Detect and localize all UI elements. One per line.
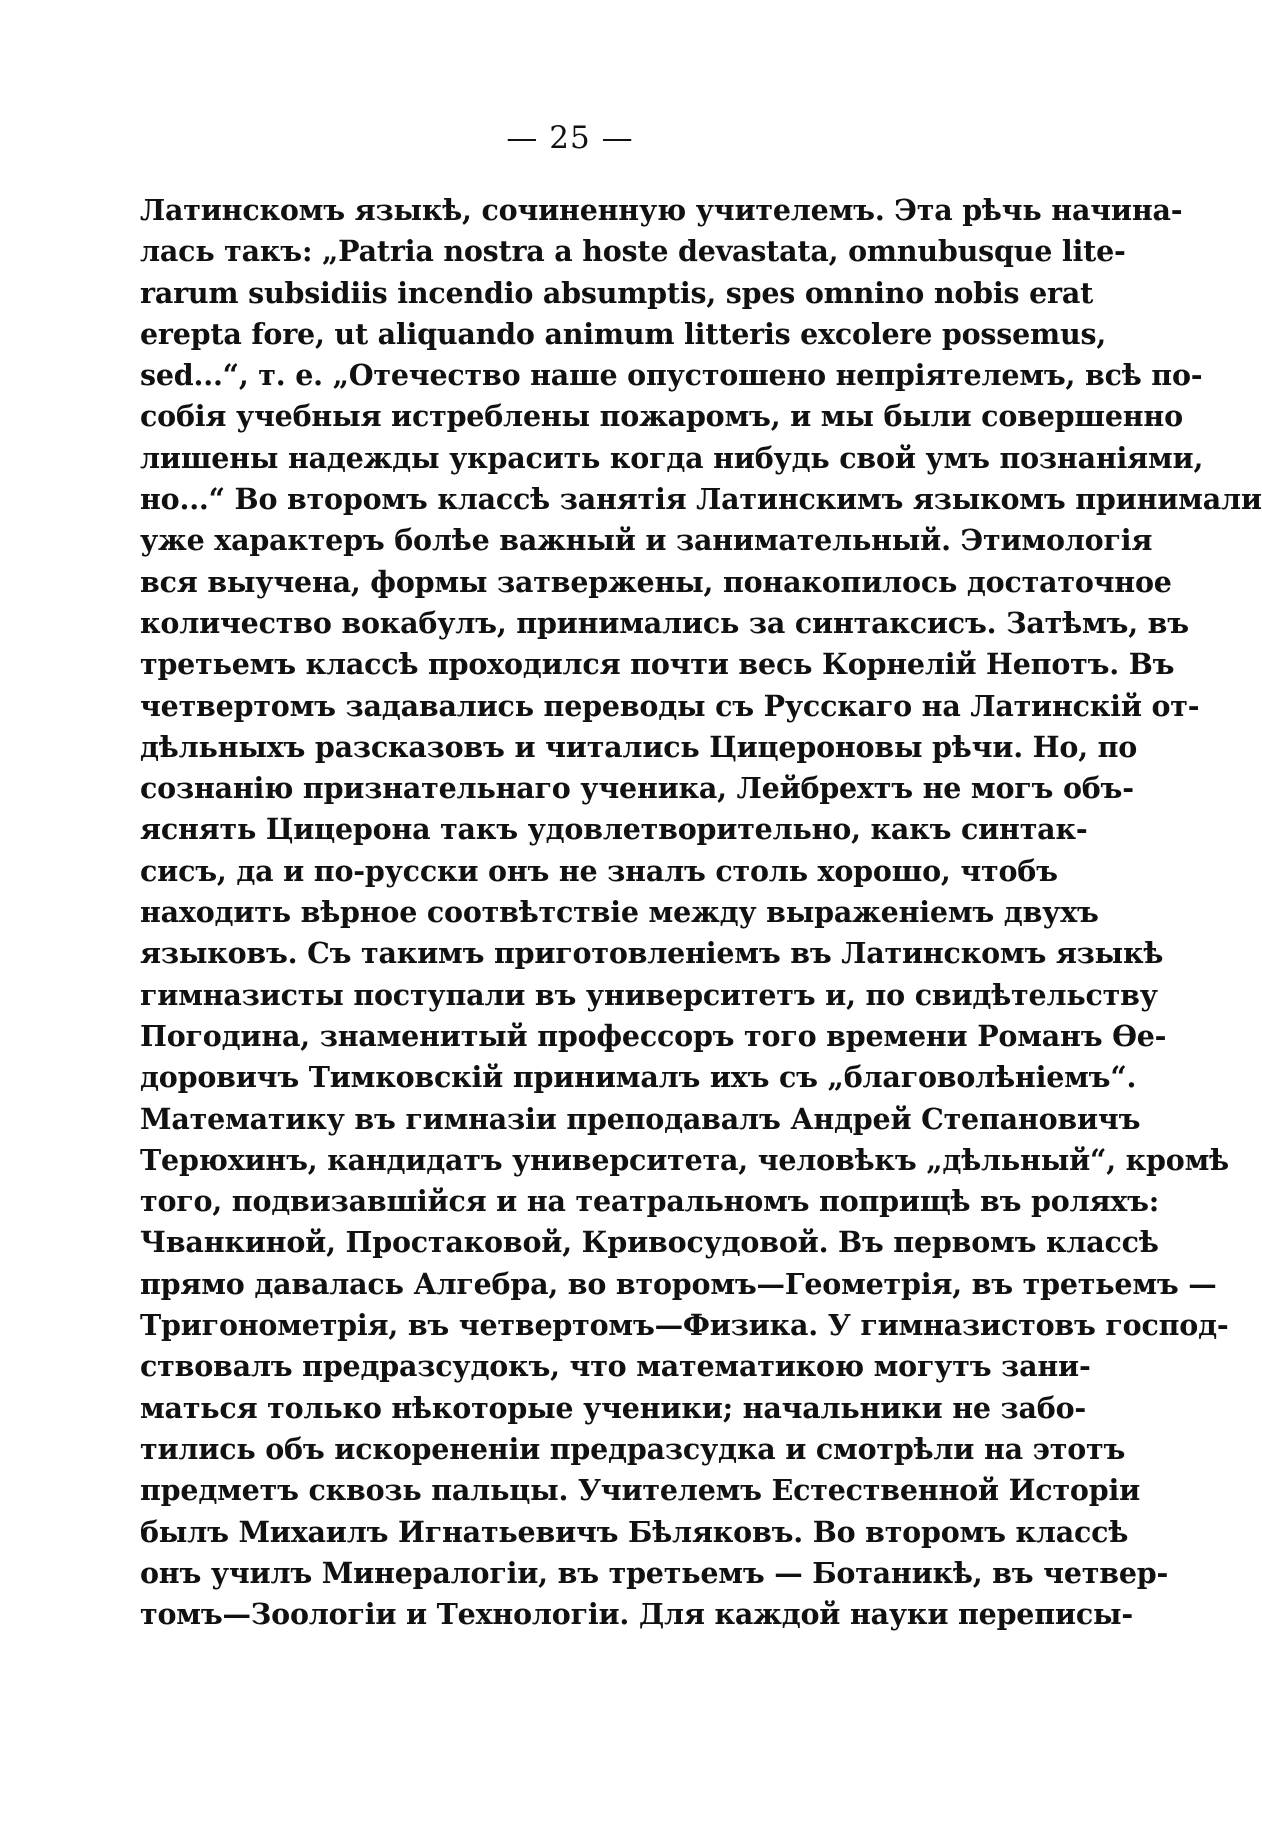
text-line: собія учебныя истреблены пожаромъ, и мы были совершенно (140, 399, 1183, 434)
text-line: сознанію признательнаго ученика, Лейбрехтъ не могъ объ- (140, 771, 1134, 806)
text-line: маться только нѣкоторые ученики; начальники не забо- (140, 1390, 1087, 1425)
text-line: прямо давалась Алгебра, во второмъ—Геометрія, въ третьемъ — (140, 1266, 1217, 1301)
text-line: яснять Цицерона такъ удовлетворительно, какъ синтак- (140, 812, 1088, 847)
text-line: доровичъ Тимковскій принималъ ихъ съ „благоволѣніемъ“. (140, 1060, 1137, 1095)
text-line: лишены надежды украсить когда нибудь свой умъ познаніями, (140, 440, 1204, 475)
text-line: былъ Михаилъ Игнатьевичъ Бѣляковъ. Во второмъ классѣ (140, 1514, 1129, 1549)
text-line: ствовалъ предразсудокъ, что математикою могутъ зани- (140, 1349, 1091, 1384)
body-text (140, 190, 1262, 1635)
text-line: erepta fore, ut aliquando animum litteris excolere possemus, (140, 316, 1107, 351)
text-line: дѣльныхъ разсказовъ и читались Цицероновы рѣчи. Но, по (140, 729, 1138, 764)
page-number: — 25 — (506, 120, 634, 156)
text-line: сисъ, да и по-русски онъ не зналъ столь хорошо, чтобъ (140, 853, 1058, 888)
text-line: гимназисты поступали въ университетъ и, по свидѣтельству (140, 977, 1158, 1012)
text-line: того, подвизавшійся и на театральномъ поприщѣ въ роляхъ: (140, 1184, 1160, 1219)
text-line: четвертомъ задавались переводы съ Русскаго на Латинскій от- (140, 688, 1200, 723)
text-line: тились объ искорененіи предразсудка и смотрѣли на этотъ (140, 1431, 1126, 1466)
text-line: sed...“, т. е. „Отечество наше опустошено непріятелемъ, всѣ по- (140, 358, 1203, 393)
text-line: лась такъ: „Patria nostra a hoste devastata, omnubusque lite- (140, 234, 1126, 269)
text-line: Чванкиной, Простаковой, Кривосудовой. Въ первомъ классѣ (140, 1225, 1159, 1260)
text-line: Тригонометрія, въ четвертомъ—Физика. У гимназистовъ господ- (140, 1308, 1229, 1343)
text-line: языковъ. Съ такимъ приготовленіемъ въ Латинскомъ языкѣ (140, 936, 1164, 971)
text-line: Терюхинъ, кандидатъ университета, человѣкъ „дѣльный“, кромѣ (140, 1142, 1229, 1177)
text-line: уже характеръ болѣе важный и занимательный. Этимологія (140, 523, 1153, 558)
text-line: Погодина, знаменитый профессоръ того времени Романъ Ѳе- (140, 1018, 1167, 1053)
text-line: rarum subsidiis incendio absumptis, spes omnino nobis erat (140, 275, 1094, 310)
text-line: вся выучена, формы затвержены, понакопилось достаточное (140, 564, 1172, 599)
text-line: третьемъ классѣ проходился почти весь Корнелій Непотъ. Въ (140, 647, 1175, 682)
text-line: Латинскомъ языкѣ, сочиненную учителемъ. Эта рѣчь начина- (140, 193, 1183, 227)
text-line: находить вѣрное соотвѣтствіе между выраженіемъ двухъ (140, 895, 1099, 930)
text-line: онъ училъ Минералогіи, въ третьемъ — Ботаникѣ, въ четвер- (140, 1555, 1169, 1590)
text-line: Математику въ гимназіи преподавалъ Андрей Степановичъ (140, 1101, 1141, 1136)
text-line: томъ—Зоологіи и Технологіи. Для каждой науки переписы- (140, 1597, 1133, 1632)
text-line: количество вокабулъ, принимались за синтаксисъ. Затѣмъ, въ (140, 605, 1189, 640)
text-line: предметъ сквозь пальцы. Учителемъ Естественной Исторіи (140, 1473, 1141, 1508)
text-line: но...“ Во второмъ классѣ занятія Латинскимъ языкомъ принимали (140, 482, 1262, 517)
